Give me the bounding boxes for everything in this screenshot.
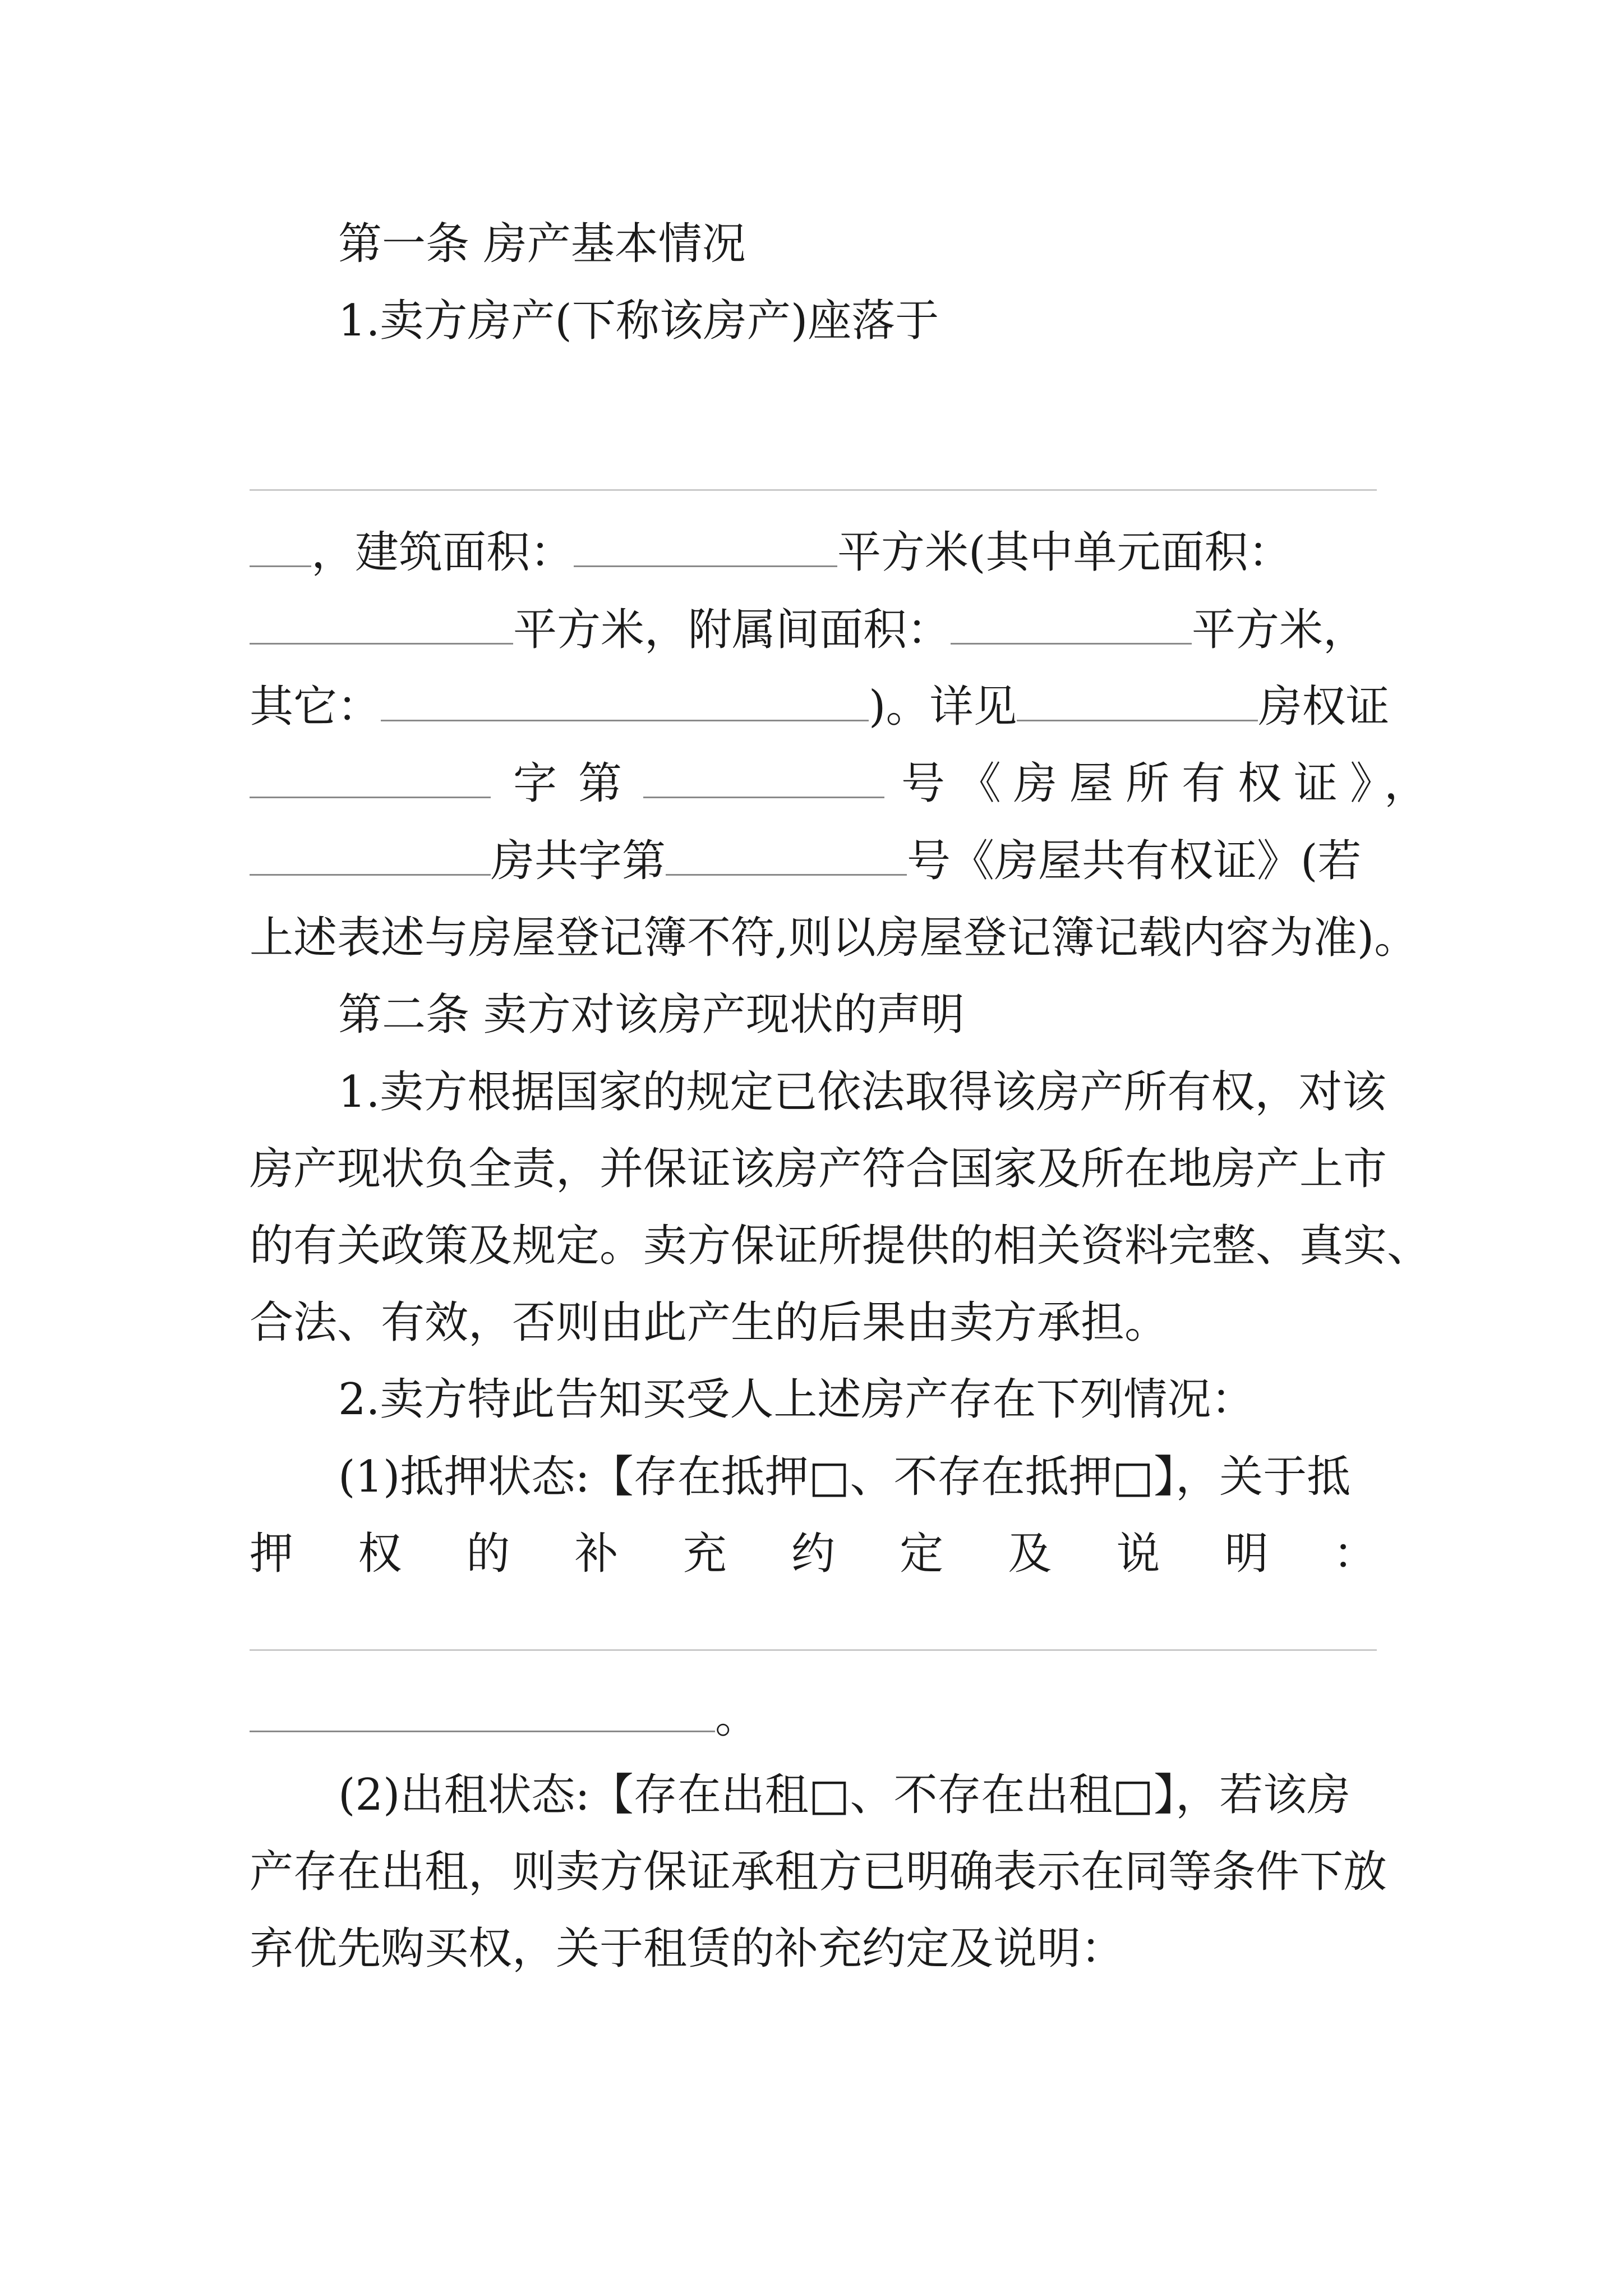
unit-area-label: 平方米，附属间面积： <box>513 605 951 655</box>
ownership-cert-label: 号《房屋所有权证》， <box>901 758 1441 809</box>
ancillary-area-blank[interactable] <box>951 604 1192 645</box>
cert-char-label: 字第 <box>513 758 644 809</box>
see-label: )。详见 <box>869 682 1017 732</box>
area-label: ，建筑面积： <box>311 527 574 578</box>
cert-prefix-blank[interactable] <box>1017 680 1258 721</box>
registry-note: 上述表述与房屋登记簿不符,则以房屋登记簿记载内容为准)。 <box>250 913 1418 963</box>
cert-number-blank[interactable] <box>643 757 884 798</box>
article2-item1-line3: 的有关政策及规定。卖方保证所提供的相关资料完整、真实、 <box>250 1221 1431 1271</box>
mortgage-note-label: 押权的补充约定及说明： <box>250 1529 1377 1579</box>
cert-row <box>250 756 1440 812</box>
article2-title: 第二条 卖方对该房产现状的声明 <box>338 990 965 1040</box>
mortgage-fill-line-1[interactable] <box>250 1649 1377 1651</box>
mortgage-status-line: (1)抵押状态:【存在抵押□、不存在抵押□】，关于抵 <box>338 1452 1351 1502</box>
joint-row <box>250 833 1361 889</box>
lease-line1: (2)出租状态:【存在出租□、不存在出租□】，若该房 <box>338 1770 1351 1820</box>
other-label: 其它： <box>250 682 381 732</box>
joint-cert-label: 号《房屋共有权证》(若 <box>907 836 1362 886</box>
joint-char-label: 房共字第 <box>491 836 666 886</box>
article1-title: 第一条 房产基本情况 <box>338 219 746 269</box>
other-blank[interactable] <box>381 680 869 721</box>
mortgage-period: 。 <box>715 1692 759 1743</box>
joint-number-blank[interactable] <box>666 835 907 876</box>
unit-area-row <box>250 602 1367 658</box>
lease-line2: 产存在出租，则卖方保证承租方已明确表示在同等条件下放 <box>250 1847 1387 1897</box>
area-unit-label: 平方米(其中单元面积： <box>837 527 1292 578</box>
mortgage-fill-row <box>250 1690 759 1746</box>
lease-line3: 弃优先购买权，关于租赁的补充约定及说明： <box>250 1924 1125 1974</box>
cert-char-blank[interactable] <box>250 757 491 798</box>
area-row <box>250 524 1292 581</box>
article2-item2-intro: 2.卖方特此告知买受人上述房产存在下列情况： <box>338 1374 1255 1425</box>
location-tail-blank[interactable] <box>250 526 311 567</box>
cert-label: 房权证 <box>1258 682 1390 732</box>
article2-item1-line4: 合法、有效，否则由此产生的后果由卖方承担。 <box>250 1297 1169 1348</box>
article2-item1-line1: 1.卖方根据国家的规定已依法取得该房产所有权，对该 <box>338 1067 1386 1117</box>
ancillary-unit-label: 平方米， <box>1192 605 1367 655</box>
article1-item1-intro: 1.卖方房产(下称该房产)座落于 <box>338 296 939 346</box>
other-row <box>250 679 1389 735</box>
unit-area-blank[interactable] <box>250 604 513 645</box>
building-area-blank[interactable] <box>574 526 837 567</box>
article2-item1-line2: 房产现状负全责，并保证该房产符合国家及所在地房产上市 <box>250 1144 1387 1194</box>
joint-prefix-blank[interactable] <box>250 835 491 876</box>
mortgage-fill-line-2[interactable] <box>250 1691 715 1732</box>
location-fill-line[interactable] <box>250 489 1377 491</box>
